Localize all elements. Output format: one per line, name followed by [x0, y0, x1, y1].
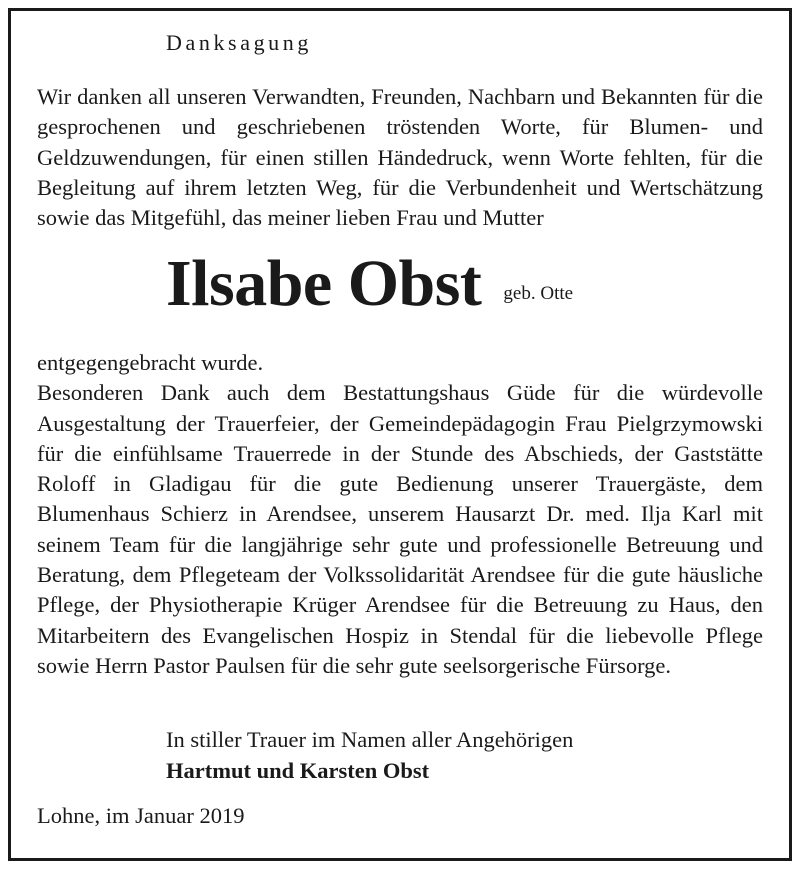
thanks-opening-line: entgegengebracht wurde.: [37, 350, 264, 375]
closing-block: [166, 724, 573, 786]
intro-paragraph: Wir danken all unseren Verwandten, Freunden, Nachbarn und Bekannten für die gesprochenen und geschriebenen tröstenden Worte, für Blumen- und Geldzuwendungen, für einen stillen Händedruck, wenn Worte fehlten, für die Begleitung auf ihrem letzten Weg, für die Verbundenheit und Wertschätzung sowie das Mitgefühl, das meiner lieben Frau und Mutter: [37, 84, 763, 231]
thanks-paragraph: [37, 348, 763, 681]
place-date: Lohne, im Januar 2019: [37, 803, 245, 828]
deceased-name: Ilsabe Obst: [166, 247, 482, 320]
notice-heading: Danksagung: [166, 30, 312, 55]
birth-name: geb. Otte: [503, 283, 574, 304]
deceased-name-block: [166, 247, 574, 320]
signers: Hartmut und Karsten Obst: [166, 758, 430, 783]
closing-line: In stiller Trauer im Namen aller Angehörigen: [166, 727, 574, 752]
thanks-body: Besonderen Dank auch dem Bestattungshaus Güde für die würdevolle Ausgestaltung der Trauerfeier, der Gemeindepädagogin Frau Pielgrzymowski für die einfühlsame Trauerrede in der Stunde des Abschieds, der Gaststätte Roloff in Gladigau für die gute Bedienung unserer Trauergäste, dem Blumenhaus Schierz in Arendsee, unserem Hausarzt Dr. med. Ilja Karl mit seinem Team für die langjährige sehr gute und professionelle Betreuung und Beratung, dem Pflegeteam der Volkssolidarität Arendsee für die gute häusliche Pflege, der Physiotherapie Krüger Arendsee für die Betreuung zu Haus, den Mitarbeitern des Evangelischen Hospiz in Stendal für die liebevolle Pflege sowie Herrn Pastor Paulsen für die sehr gute seelsorgerische Fürsorge.: [37, 380, 763, 678]
